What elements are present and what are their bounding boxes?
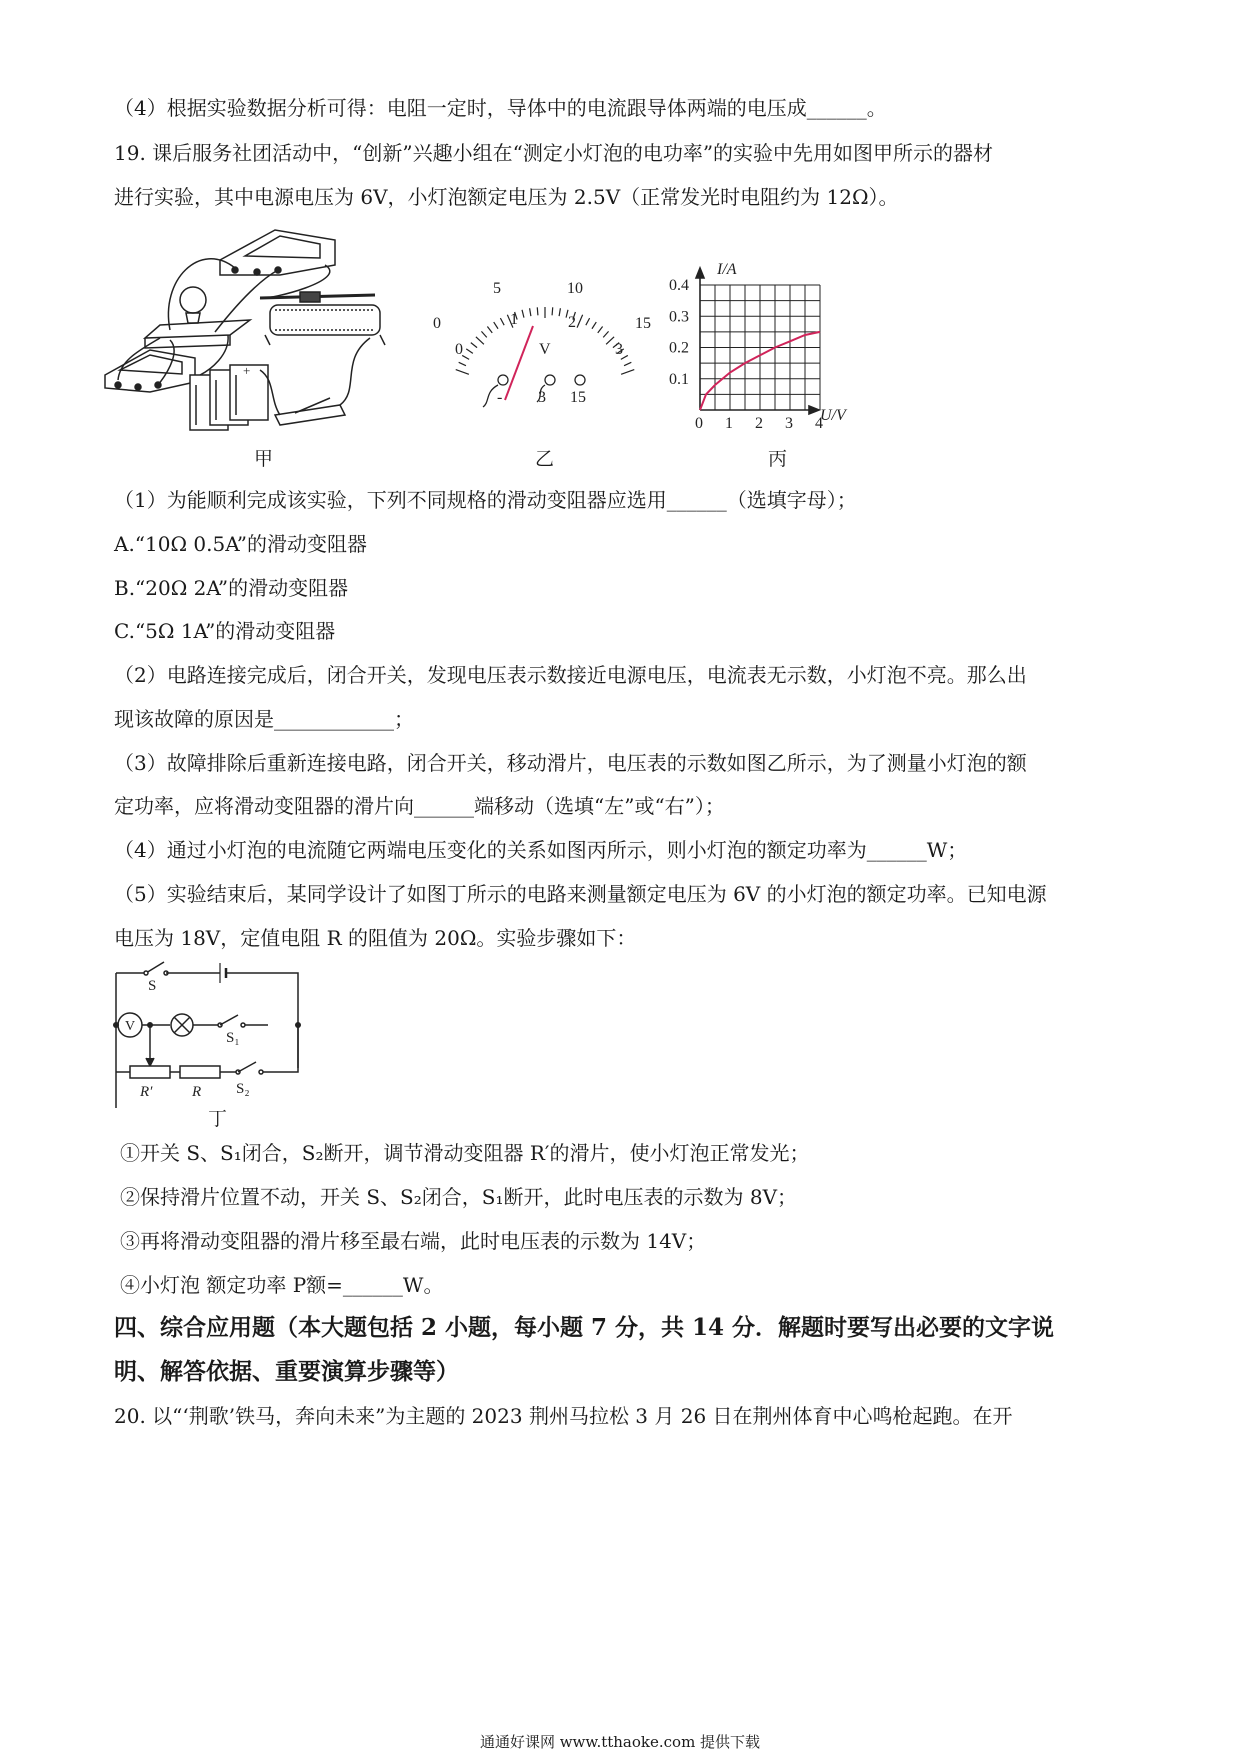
label-s: S bbox=[148, 978, 157, 994]
dial-bottom-3: 3 bbox=[615, 341, 623, 358]
label-r: R bbox=[192, 1084, 202, 1100]
dial-tick bbox=[577, 315, 583, 328]
step-4: ④小灯泡 额定功率 P额=______W。 bbox=[120, 1273, 444, 1297]
option-b: B.“20Ω 2A”的滑动变阻器 bbox=[114, 576, 349, 600]
caption-bing: 丙 bbox=[768, 448, 788, 470]
label-v: V bbox=[125, 1019, 136, 1034]
terminal-neg: - bbox=[497, 389, 503, 406]
q19-part3-line2: 定功率，应将滑动变阻器的滑片向______端移动（选填“左”或“右”）； bbox=[114, 794, 725, 818]
dial-tick bbox=[606, 337, 614, 345]
dial-bottom-2: 2 bbox=[568, 314, 576, 331]
dial-tick bbox=[459, 362, 466, 365]
x-tick-label: 4 bbox=[815, 415, 823, 432]
dial-tick bbox=[530, 308, 531, 316]
dial-tick bbox=[494, 322, 498, 329]
dial-tick bbox=[476, 337, 484, 345]
x-tick-label: 3 bbox=[785, 415, 793, 432]
label-rp: R′ bbox=[140, 1084, 153, 1100]
figure-bing-chart bbox=[665, 260, 905, 445]
dial-tick bbox=[522, 310, 524, 318]
dial-tick bbox=[624, 362, 631, 365]
dial-tick bbox=[487, 326, 492, 332]
caption-yi: 乙 bbox=[535, 448, 555, 470]
dial-unit-v: V bbox=[539, 341, 551, 358]
dial-tick bbox=[462, 355, 469, 359]
q19-part5-line1: （5）实验结束后，某同学设计了如图丁所示的电路来测量额定电压为 6V 的小灯泡的额定功率。已知电源 bbox=[114, 882, 1047, 906]
dial-tick bbox=[586, 318, 590, 325]
dial-bottom-1: 1 bbox=[510, 311, 518, 328]
dial-tick bbox=[537, 307, 538, 315]
svg-text:+: + bbox=[243, 363, 251, 378]
label-s2: S₂ bbox=[236, 1081, 250, 1097]
y-tick-label: 0.3 bbox=[669, 308, 689, 326]
caption-ding: 丁 bbox=[208, 1108, 228, 1130]
q19-part2-line2: 现该故障的原因是____________； bbox=[114, 707, 414, 731]
q20-stem: 20. 以“‘荆歌’铁马，奔向未来”为主题的 2023 荆州马拉松 3 月 26 日在荆州体育中心鸣枪起跑。在开 bbox=[114, 1404, 1013, 1428]
dial-tick bbox=[621, 370, 634, 375]
label-s1: S₁ bbox=[226, 1030, 240, 1046]
q19-part5-line2: 电压为 18V，定值电阻 R 的阻值为 20Ω。实验步骤如下： bbox=[114, 926, 637, 950]
dial-tick bbox=[500, 318, 504, 325]
figure-ding-circuit bbox=[108, 958, 308, 1108]
option-c: C.“5Ω 1A”的滑动变阻器 bbox=[114, 619, 336, 643]
x-tick-label: 0 bbox=[695, 415, 703, 432]
option-a: A.“10Ω 0.5A”的滑动变阻器 bbox=[114, 532, 367, 556]
x-tick-label: 2 bbox=[755, 415, 763, 432]
figure-yi-voltmeter bbox=[425, 262, 665, 452]
x-tick-label: 1 bbox=[725, 415, 733, 432]
q19-part1: （1）为能顺利完成该实验，下列不同规格的滑动变阻器应选用______（选填字母）； bbox=[114, 488, 857, 512]
q19-part4: （4）通过小灯泡的电流随它两端电压变化的关系如图丙所示，则小灯泡的额定功率为______W； bbox=[114, 838, 968, 862]
y-tick-label: 0.4 bbox=[669, 277, 689, 294]
page-footer: 通通好课网 www.tthaoke.com 提供下载 bbox=[479, 1733, 761, 1751]
dial-tick bbox=[456, 370, 469, 375]
figure-jia-apparatus bbox=[100, 220, 420, 445]
caption-jia: 甲 bbox=[254, 448, 274, 470]
dial-tick bbox=[592, 322, 596, 329]
step-3: ③再将滑动变阻器的滑片移至最右端，此时电压表的示数为 14V； bbox=[120, 1229, 707, 1253]
terminal-15: 15 bbox=[570, 389, 586, 406]
dial-tick bbox=[559, 308, 560, 316]
section4-heading-line1: 四、综合应用题（本大题包括 2 小题，每小题 7 分，共 14 分．解题时要写出必要的文字说 bbox=[114, 1314, 1055, 1341]
dial-tick bbox=[466, 349, 473, 353]
x-axis-label: U/V bbox=[820, 407, 846, 424]
section4-heading-line2: 明、解答依据、重要演算步骤等） bbox=[114, 1358, 459, 1385]
terminal-3: 3 bbox=[538, 389, 546, 406]
dial-tick bbox=[552, 307, 553, 315]
dial-tick bbox=[603, 331, 608, 337]
dial-top-15: 15 bbox=[635, 315, 651, 332]
dial-tick bbox=[471, 343, 477, 348]
dial-bottom-0: 0 bbox=[455, 341, 463, 358]
dial-tick bbox=[598, 326, 603, 332]
q18-item4: （4）根据实验数据分析可得：电阻一定时，导体中的电流跟导体两端的电压成______。 bbox=[114, 96, 887, 120]
dial-tick bbox=[481, 331, 486, 337]
y-tick-label: 0.1 bbox=[669, 370, 689, 388]
dial-top-0: 0 bbox=[433, 315, 441, 332]
y-tick-label: 0.2 bbox=[669, 339, 689, 357]
q19-part3-line1: （3）故障排除后重新连接电路，闭合开关，移动滑片，电压表的示数如图乙所示，为了测量小灯泡的额 bbox=[114, 751, 1027, 775]
svg-text:-: - bbox=[195, 366, 200, 381]
step-1: ①开关 S、S₁闭合，S₂断开，调节滑动变阻器 R′的滑片，使小灯泡正常发光； bbox=[120, 1141, 810, 1165]
step-2: ②保持滑片位置不动，开关 S、S₂闭合，S₁断开，此时电压表的示数为 8V； bbox=[120, 1185, 798, 1209]
y-axis-label: I/A bbox=[717, 261, 737, 278]
dial-top-5: 5 bbox=[493, 280, 501, 297]
dial-top-10: 10 bbox=[567, 280, 583, 297]
q19-part2-line1: （2）电路连接完成后，闭合开关，发现电压表示数接近电源电压，电流表无示数，小灯泡不亮。那么出 bbox=[114, 663, 1027, 687]
q19-stem-line2: 进行实验，其中电源电压为 6V，小灯泡额定电压为 2.5V（正常发光时电阻约为 12Ω）。 bbox=[114, 185, 899, 209]
q19-stem-line1: 19. 课后服务社团活动中，“创新”兴趣小组在“测定小灯泡的电功率”的实验中先用如图甲所示的器材 bbox=[114, 141, 994, 165]
